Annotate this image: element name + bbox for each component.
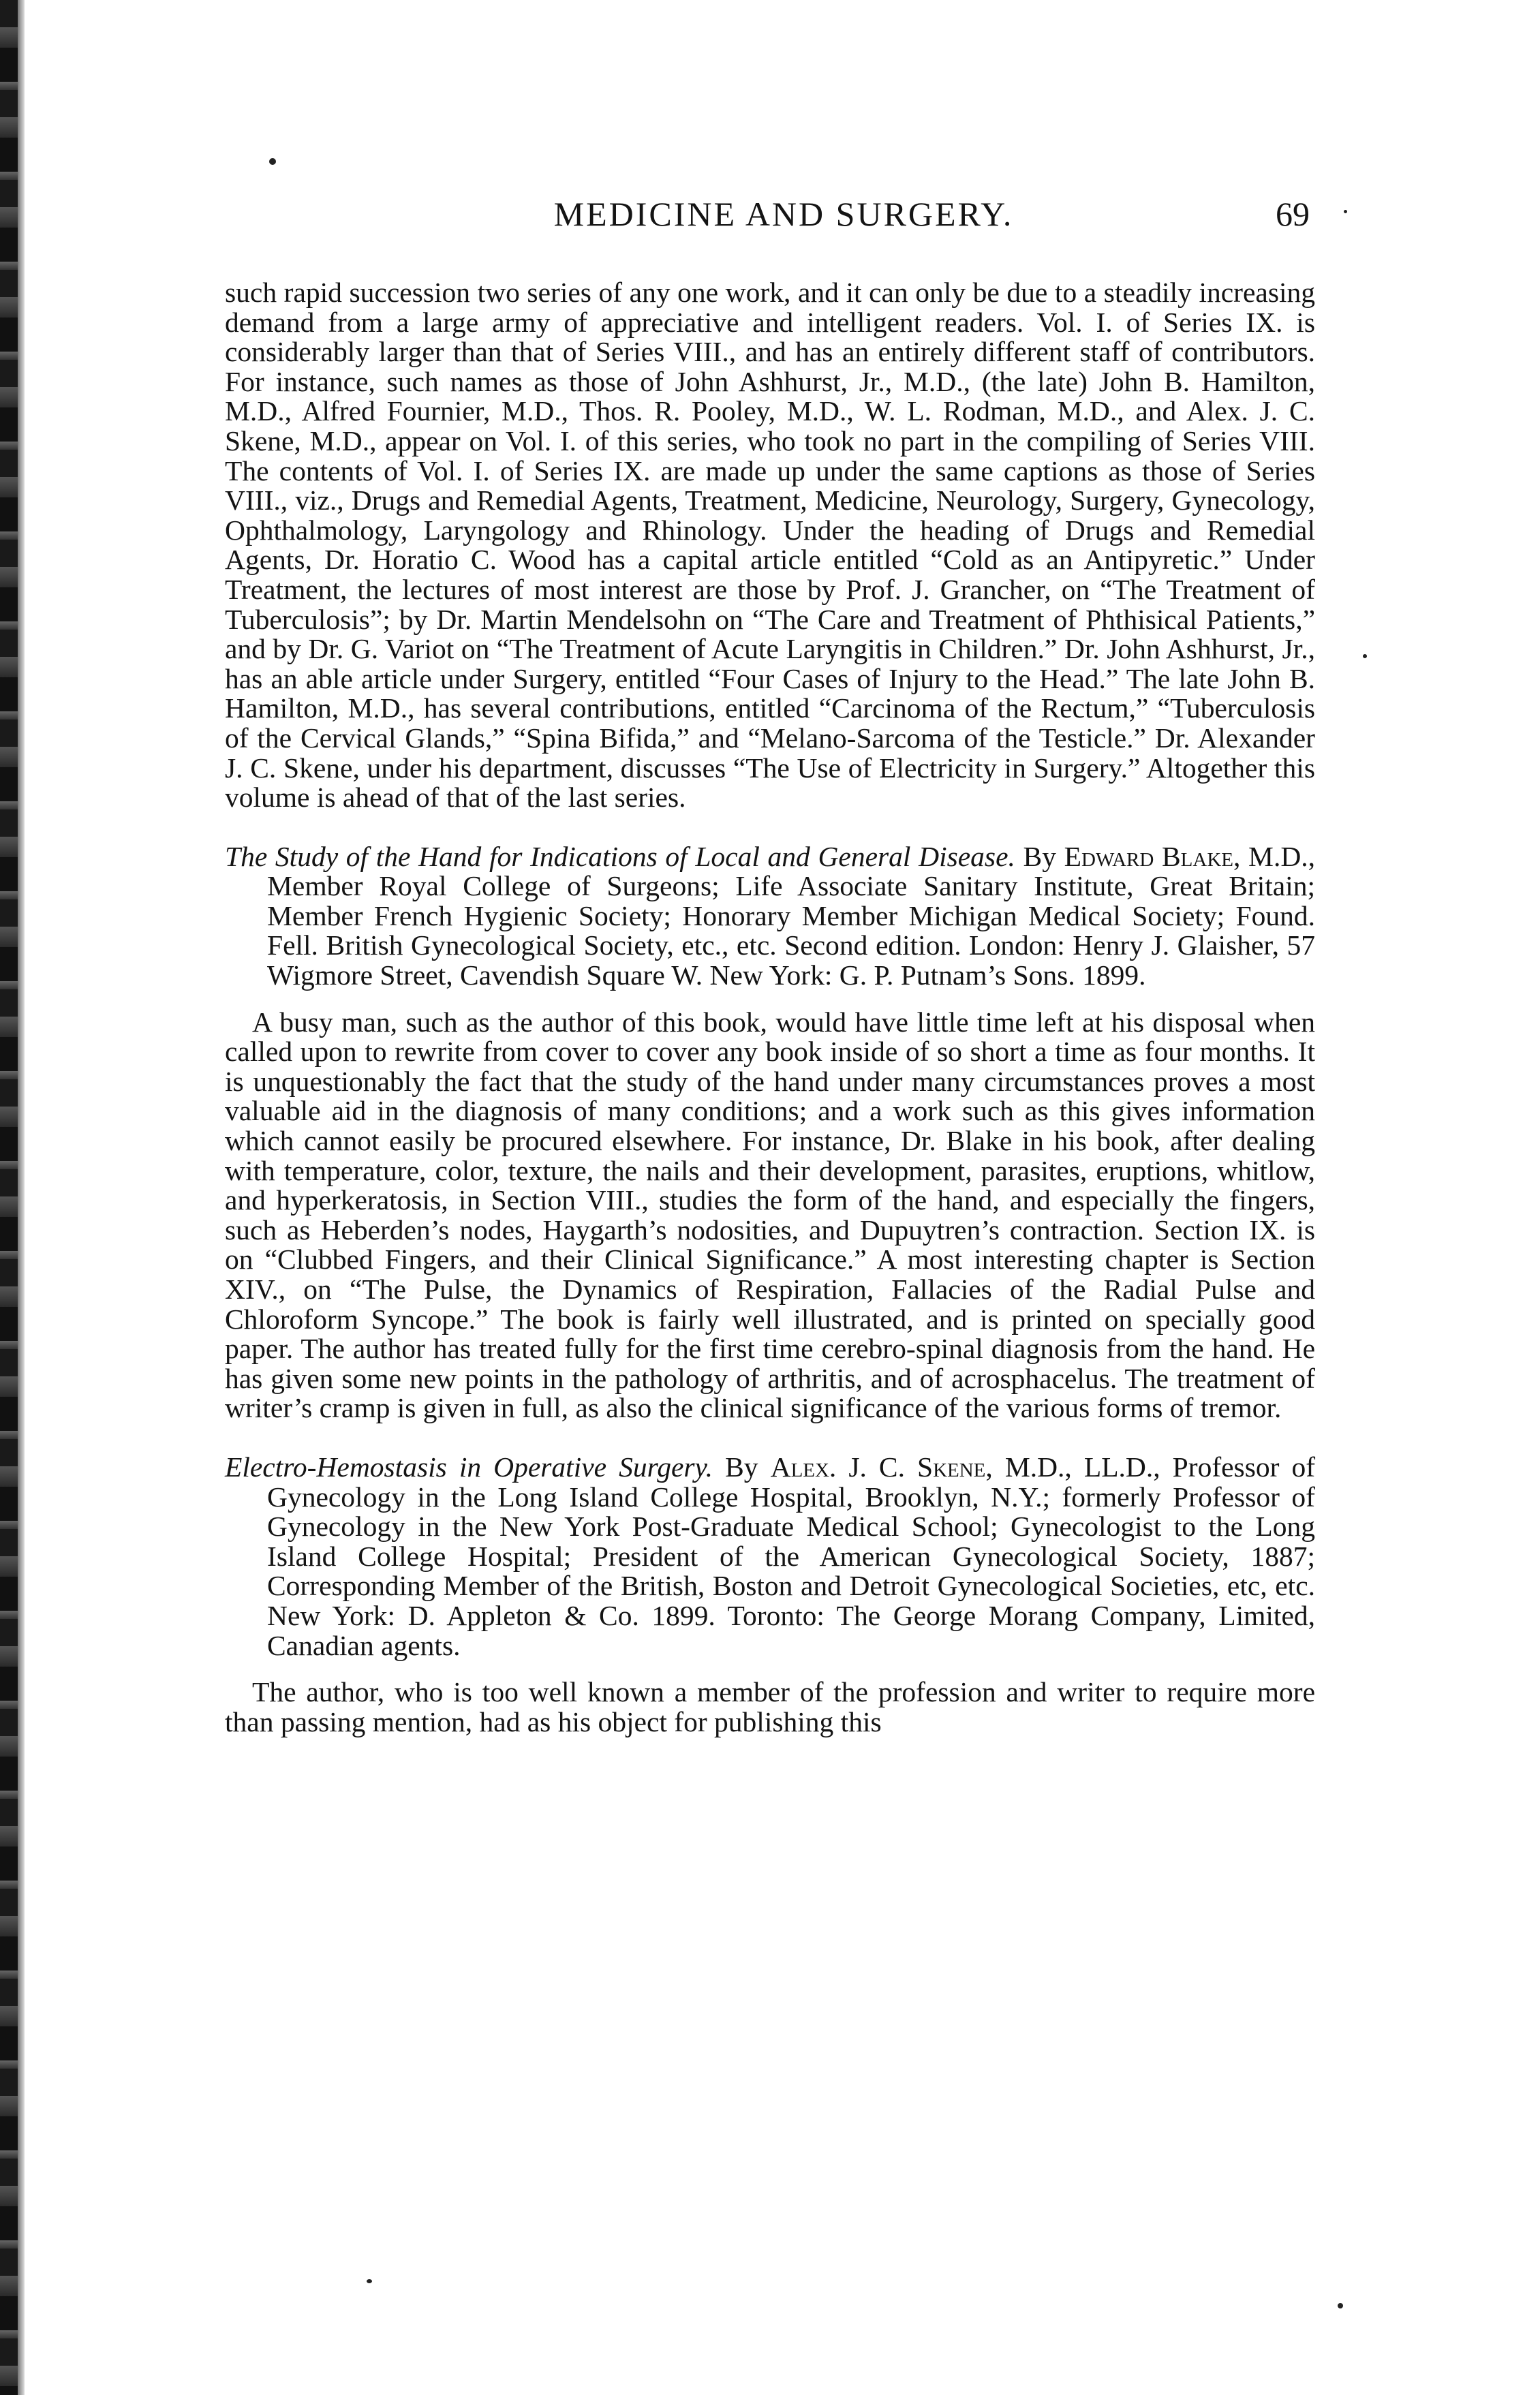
review-details: M.D., Member Royal College of Surgeons; Life Associate Sanitary Institute, Great Britain; Member French Hygienic Society; Honorary Member Michigan Medical Society; Found. Fell. British Gynecological Society, etc., etc. Second edition. London: Henry J. Glaisher, 57 Wigmore Street, Cavendish Square W. New York: G. P. Putnam’s Sons. 1899. (267, 840, 1316, 991)
page-body (225, 278, 1315, 1737)
running-title: MEDICINE AND SURGERY. (553, 195, 1014, 233)
scan-speck (1344, 210, 1347, 213)
scan-speck (1338, 2303, 1343, 2308)
scan-edge-shadow (18, 0, 25, 2395)
review-heading (225, 1453, 1315, 1660)
review-author: Alex. J. C. Skene, (770, 1451, 993, 1483)
review-by: By (1023, 840, 1056, 872)
scan-speck (269, 158, 276, 165)
review-title: The Study of the Hand for Indications of Local and General Disease. (225, 840, 1015, 872)
review-by: By (725, 1451, 758, 1483)
running-head (225, 194, 1315, 242)
page-number: 69 (1276, 195, 1310, 233)
review-body: A busy man, such as the author of this book, would have little time left at his disposal when called upon to rewrite from cover to cover any book inside of so short a time as four months. It is unquestionably the fact that the study of the hand under many circumstances proves a most valuable aid in the diagnosis of many conditions; and a work such as this gives information which cannot easily be procured elsewhere. For instance, Dr. Blake in his book, after dealing with temperature, color, texture, the nails and their development, parasites, eruptions, whitlow, and hyperkeratosis, in Section VIII., studies the form of the hand, and especially the fingers, such as Heberden’s nodes, Haygarth’s nodosities, and Dupuytren’s contraction. Section IX. is on “Clubbed Fingers, and their Clinical Significance.” A most interesting chapter is Section XIV., on “The Pulse, the Dynamics of Respiration, Fallacies of the Radial Pulse and Chloroform Syncope.” The book is fairly well illustrated, and is printed on specially good paper. The author has treated fully for the first time cerebro-spinal diagnosis from the hand. He has given some new points in the pathology of arthritis, and of acrosphacelus. The treatment of writer’s cramp is given in full, as also the clinical significance of the various forms of tremor. (225, 1006, 1315, 1424)
review-body: The author, who is too well known a member of the profession and writer to require more than passing mention, had as his object for publishing this (225, 1676, 1315, 1737)
review-title: Electro-Hemostasis in Operative Surgery. (225, 1451, 713, 1483)
scan-edge (0, 0, 18, 2395)
scan-speck (1363, 654, 1367, 658)
review-details: M.D., LL.D., Professor of Gynecology in the Long Island College Hospital, Brooklyn, N.Y.; formerly Professor of Gynecology in the New York Post-Graduate Medical School; Gynecologist to the Long Island College Hospital; President of the American Gynecological Society, 1887; Corresponding Member of the British, Boston and Detroit Gynecological Societies, etc, etc. New York: D. Appleton & Co. 1899. Toronto: The George Morang Company, Limited, Canadian agents. (267, 1451, 1316, 1661)
scan-speck (367, 2279, 372, 2283)
continued-paragraph: such rapid succession two series of any one work, and it can only be due to a steadily increasing demand from a large army of appreciative and intelligent readers. Vol. I. of Series IX. is considerably larger than that of Series VIII., and has an entirely different staff of contributors. For instance, such names as those of John Ashhurst, Jr., M.D., (the late) John B. Hamilton, M.D., Alfred Fournier, M.D., Thos. R. Pooley, M.D., W. L. Rodman, M.D., and Alex. J. C. Skene, M.D., appear on Vol. I. of this series, who took no part in the compiling of Series VIII. The contents of Vol. I. of Series IX. are made up under the same captions as those of Series VIII., viz., Drugs and Remedial Agents, Treatment, Medicine, Neurology, Surgery, Gynecology, Ophthalmology, Laryngology and Rhinology. Under the heading of Drugs and Remedial Agents, Dr. Horatio C. Wood has a capital article entitled “Cold as an Antipyretic.” Under Treatment, the lectures of most interest are those by Prof. J. Grancher, on “The Treatment of Tuberculosis”; by Dr. Martin Mendelsohn on “The Care and Treatment of Phthisical Patients,” and by Dr. G. Variot on “The Treatment of Acute Laryngitis in Children.” Dr. John Ashhurst, Jr., has an able article under Surgery, entitled “Four Cases of Injury to the Head.” The late John B. Hamilton, M.D., has several contributions, entitled “Carcinoma of the Rectum,” “Tuberculosis of the Cervical Glands,” “Spina Bifida,” and “Melano-Sarcoma of the Testicle.” Dr. Alexander J. C. Skene, under his department, discusses “The Use of Electricity in Surgery.” Altogether this volume is ahead of that of the last series. (225, 277, 1315, 814)
review-heading (225, 842, 1315, 991)
review-author: Edward Blake, (1064, 840, 1241, 872)
